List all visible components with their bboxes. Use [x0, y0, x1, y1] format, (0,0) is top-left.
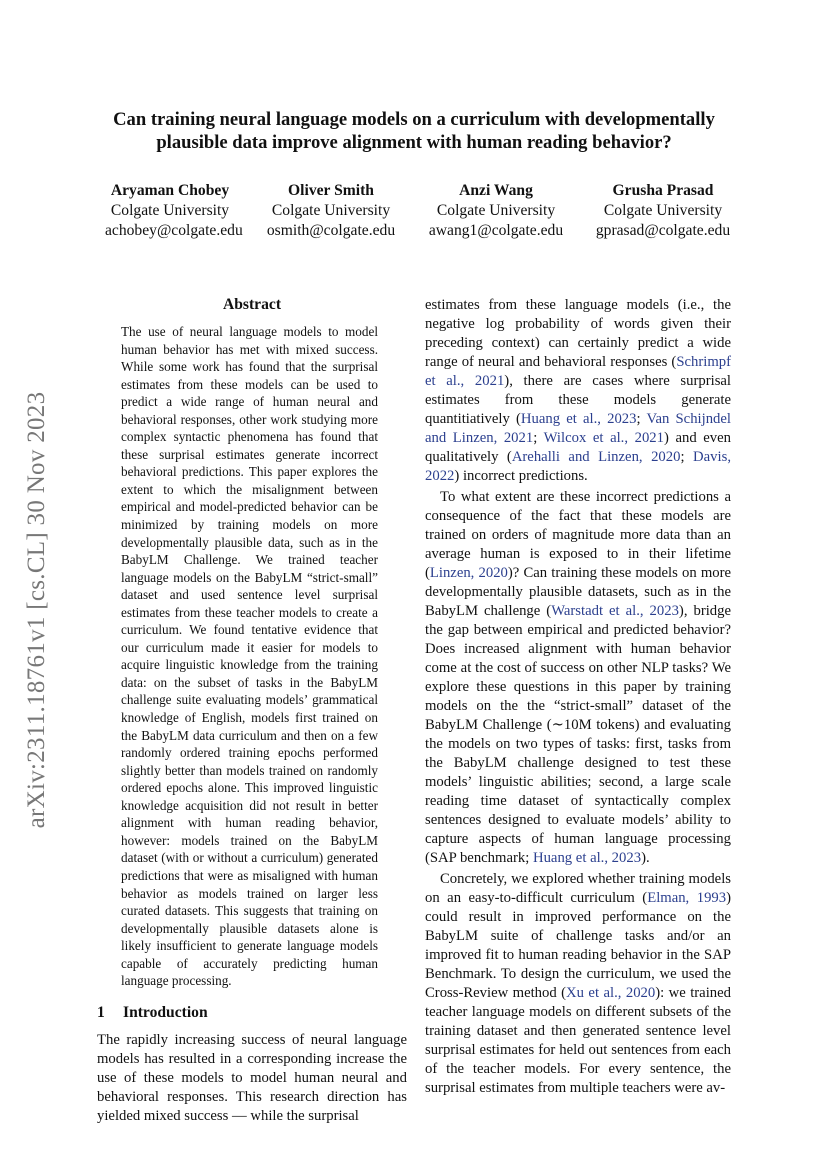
paragraph-curriculum-method	[425, 870, 731, 1098]
author-2	[267, 181, 395, 241]
text-run: Concretely, we explored whether training models on an easy-to-difficult curriculum (	[425, 871, 731, 906]
author-email[interactable]: achobey@colgate.edu	[105, 222, 243, 239]
abstract-heading: Abstract	[222, 296, 282, 313]
author-name: Anzi Wang	[459, 182, 533, 199]
citation-link[interactable]: Elman, 1993	[647, 890, 727, 906]
text-run: ;	[636, 411, 647, 427]
author-affiliation: Colgate University	[110, 202, 230, 219]
text-run: ): we trained teacher language models on different subsets of the training dataset and then generated sentence level surprisal estimates for held out sentences from each of the teacher models. For every sentence, the surprisal estimates from multiple teachers were av-	[425, 985, 731, 1096]
text-run: ), bridge the gap between empirical and predicted behavior? Does increased alignment with human behavior come at the cost of success on other NLP tasks? We explore these questions in this paper by training models on the the “strict-small” dataset of the BabyLM Challenge (∼10M tokens) and evaluating the models on two types of tasks: first, tasks from the BabyLM challenge designed to test these models’ linguistic abilities; second, a large scale reading time dataset of syntactically complex sentences designed to evaluate models’ ability to capture aspects of human language processing (SAP benchmark;	[425, 603, 731, 866]
author-email[interactable]: osmith@colgate.edu	[266, 222, 396, 239]
author-name: Grusha Prasad	[612, 182, 714, 199]
text-run: ), there are cases where surprisal estimates from these models generate quantitiatively (	[425, 373, 732, 427]
citation-link[interactable]: Warstadt et al., 2023	[551, 603, 679, 619]
citation-link[interactable]: Davis, 2022	[425, 449, 731, 484]
citation-link[interactable]: Linzen, 2020	[429, 565, 508, 581]
text-run: ;	[680, 449, 694, 465]
arxiv-identifier-stamp[interactable]	[22, 360, 52, 860]
text-run: )? Can training these models on more developmentally plausible datasets, such as in the BabyLM challenge (	[425, 565, 731, 619]
paragraph-research-questions	[425, 488, 731, 868]
section-heading-introduction	[97, 1004, 407, 1022]
citation-link[interactable]: Wilcox et al., 2021	[543, 430, 664, 446]
author-affiliation: Colgate University	[436, 202, 556, 219]
text-run: To what extent are these incorrect predictions a consequence of the fact that these models are trained on orders of magnitude more data than an average human is exposed to in their lifetime (	[425, 489, 731, 581]
right-column	[425, 296, 731, 1098]
author-3	[429, 181, 563, 241]
citation-link[interactable]: Huang et al., 2023	[532, 850, 642, 866]
citation-link[interactable]: Xu et al., 2020	[566, 985, 656, 1001]
author-block	[96, 181, 746, 243]
text-run: ).	[641, 850, 650, 866]
citation-link[interactable]: Schrimpf et al., 2021	[425, 354, 731, 389]
section-title: Introduction	[123, 1003, 208, 1021]
author-name: Aryaman Chobey	[110, 182, 230, 199]
text-run: ) could result in improved performance on the BabyLM suite of challenge tasks and/or an improved fit to human reading behavior in the SAP Benchmark. To design the curriculum, we used the Cross-Review method (	[425, 890, 732, 1001]
left-column	[97, 296, 407, 1126]
citation-link[interactable]: Van Schijndel and Linzen, 2021	[425, 411, 731, 446]
paragraph-surprisal-estimates	[425, 296, 731, 486]
intro-paragraph-1: The rapidly increasing success of neural language models has resulted in a corresponding increase the use of these models to model human neural and behavioral responses. This research direction has yielded mixed success — while the surprisal	[97, 1031, 407, 1124]
arxiv-id-text: arXiv:2311.18761v1 [cs.CL] 30 Nov 2023	[23, 391, 50, 829]
author-name: Oliver Smith	[288, 182, 374, 199]
text-run: ;	[533, 430, 544, 446]
author-4	[596, 181, 730, 241]
author-email[interactable]: gprasad@colgate.edu	[595, 222, 731, 239]
author-affiliation: Colgate University	[271, 202, 391, 219]
author-affiliation: Colgate University	[603, 202, 723, 219]
citation-link[interactable]: Arehalli and Linzen, 2020	[511, 449, 681, 465]
author-1	[105, 181, 243, 241]
title-line-1: Can training neural language models on a curriculum with developmentally	[113, 109, 715, 130]
author-email[interactable]: awang1@colgate.edu	[428, 222, 564, 239]
text-run: ) incorrect predictions.	[454, 468, 588, 484]
section-number: 1	[97, 1003, 105, 1021]
text-run: ) and even qualitatively (	[425, 430, 731, 465]
paper-title	[60, 108, 768, 154]
citation-link[interactable]: Huang et al., 2023	[520, 411, 637, 427]
abstract-text: The use of neural language models to model human behavior has met with mixed success. While some work has found that the surprisal estimates from these models can be used to predict a wide range of human neural and behavioral responses, other work studying more complex syntactic phenomena has found that these surprisal estimates generate incorrect behavioral predictions. This paper explores the extent to which the misalignment between empirical and model-predicted behavior can be minimized by training models on more developmentally plausible data, such as in the BabyLM Challenge. We trained teacher language models on the BabyLM “strict-small” dataset and used sentence level surprisal estimates from these teacher models to create a curriculum. We found tentative evidence that our curriculum made it easier for models to acquire linguistic knowledge from the training data: on the subset of tasks in the BabyLM challenge suite evaluating models’ grammatical knowledge of English, models first trained on the BabyLM data curriculum and then on a few randomly ordered training epochs performed slightly better than models trained on randomly ordered epochs alone. This improved linguistic knowledge acquisition did not result in better alignment with human reading behavior, however: models trained on the BabyLM dataset (with or without a curriculum) generated predictions that were as misaligned with human behavior as models trained on larger less curated datasets. This suggests that training on developmentally plausible datasets alone is likely insufficient to generate language models capable of accurately predicting human language processing.	[121, 324, 378, 989]
title-line-2: plausible data improve alignment with human reading behavior?	[156, 132, 672, 153]
text-run: estimates from these language models (i.e., the negative log probability of words given their preceding context) can certainly predict a wide range of neural and behavioral responses (	[425, 297, 731, 370]
